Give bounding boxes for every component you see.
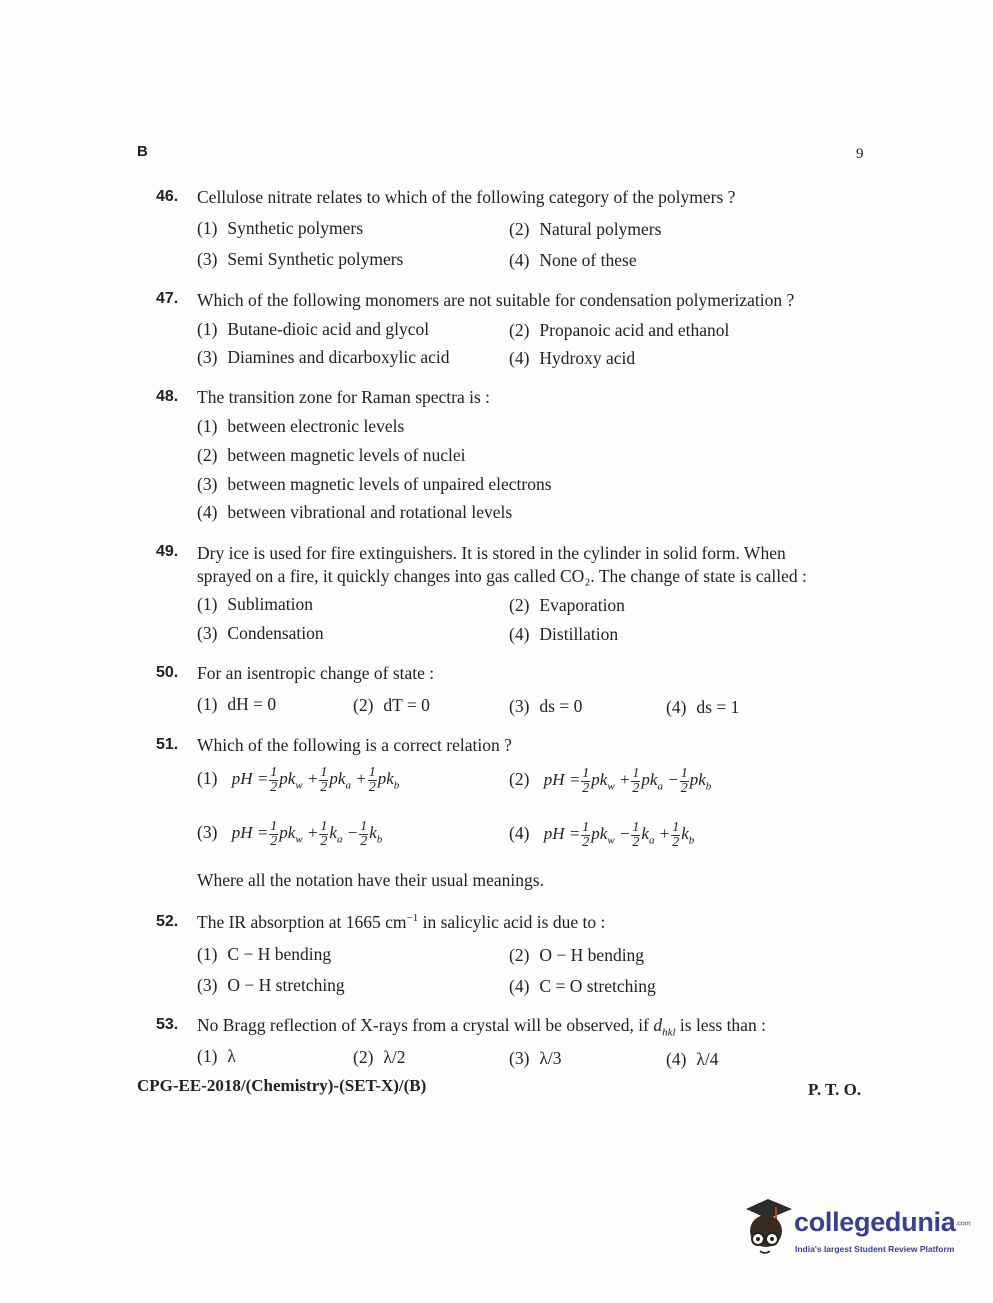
page-number: 9 [856, 146, 864, 162]
question-number: 46. [156, 188, 179, 205]
option-4: (4) pH = $\frac{1}{2}$ $pk_w$ − $\frac{1}{2}$ $k_a$ + $\frac{1}{2}$ $k_b$ [509, 820, 695, 850]
option-3: (3) O − H stretching [197, 975, 345, 995]
option-4: (4) Distillation [509, 624, 619, 644]
option-3: (3) Diamines and dicarboxylic acid [197, 347, 450, 367]
option-4: (4) λ/4 [666, 1049, 719, 1069]
option-3: (3) between magnetic levels of unpaired electrons [197, 474, 552, 494]
option-3: (3) Condensation [197, 623, 324, 643]
question-text: Cellulose nitrate relates to which of the following category of the polymers ? [197, 187, 736, 207]
option-2: (2) Natural polymers [509, 219, 662, 239]
notation-note: Where all the notation have their usual meanings. [197, 870, 544, 890]
question-number: 47. [156, 290, 179, 307]
option-2: (2) pH = $\frac{1}{2}$ $pk_w$ + $\frac{1}{2}$ $pk_a$ − $\frac{1}{2}$ $pk_b$ [509, 766, 712, 796]
option-1: (1) pH = $\frac{1}{2}$ $pk_w$ + $\frac{1}{2}$ $pk_a$ + $\frac{1}{2}$ $pk_b$ [197, 765, 400, 795]
question-number: 51. [156, 736, 179, 753]
question-text: The IR absorption at 1665 $cm^{-1}$ in salicylic acid is due to : [197, 912, 606, 932]
option-1: (1) C − H bending [197, 944, 332, 964]
question-number: 48. [156, 388, 179, 405]
option-3: (3) ds = 0 [509, 696, 583, 716]
option-1: (1) Butane-dioic acid and glycol [197, 319, 430, 339]
question-number: 52. [156, 913, 179, 930]
question-text-line2: sprayed on a fire, it quickly changes into gas called CO₂. The change of state is called : [197, 566, 807, 586]
option-2: (2) dT = 0 [353, 695, 430, 715]
option-2: (2) Evaporation [509, 595, 625, 615]
question-text: No Bragg reflection of X-rays from a crystal will be observed, if $d_{hkl}$ is less than : [197, 1015, 766, 1039]
option-4: (4) C = O stretching [509, 976, 656, 996]
option-1: (1) Synthetic polymers [197, 218, 364, 238]
option-1: (1) dH = 0 [197, 694, 277, 714]
question-text: Which of the following is a correct relation ? [197, 735, 512, 755]
graduate-mascot-icon [738, 1195, 794, 1264]
question-text: For an isentropic change of state : [197, 663, 435, 683]
option-4: (4) Hydroxy acid [509, 348, 636, 368]
option-2: (2) λ/2 [353, 1047, 406, 1067]
option-1: (1) between electronic levels [197, 416, 405, 436]
option-3: (3) pH = $\frac{1}{2}$ $pk_w$ + $\frac{1}{2}$ $k_a$ − $\frac{1}{2}$ $k_b$ [197, 819, 383, 849]
pto-label: P. T. O. [808, 1080, 862, 1099]
option-1: (1) Sublimation [197, 594, 313, 614]
question-number: 49. [156, 543, 179, 560]
collegedunia-logo: collegedunia.com [794, 1207, 971, 1237]
option-3: (3) Semi Synthetic polymers [197, 249, 404, 269]
option-1: (1) λ [197, 1046, 236, 1066]
option-2: (2) O − H bending [509, 945, 645, 965]
option-2: (2) Propanoic acid and ethanol [509, 320, 730, 340]
option-4: (4) ds = 1 [666, 697, 740, 717]
question-number: 50. [156, 664, 179, 681]
paper-code: CPG-EE-2018/(Chemistry)-(SET-X)/(B) [137, 1076, 427, 1095]
set-code: B [137, 143, 148, 160]
question-text: Which of the following monomers are not suitable for condensation polymerization ? [197, 290, 795, 310]
option-4: (4) between vibrational and rotational levels [197, 502, 513, 522]
question-number: 53. [156, 1016, 179, 1033]
question-text-line1: Dry ice is used for fire extinguishers. It is stored in the cylinder in solid form. When [197, 543, 786, 563]
option-3: (3) λ/3 [509, 1048, 562, 1068]
question-text: The transition zone for Raman spectra is : [197, 387, 491, 407]
option-4: (4) None of these [509, 250, 637, 270]
option-2: (2) between magnetic levels of nuclei [197, 445, 466, 465]
logo-tagline: India's largest Student Review Platform [795, 1244, 955, 1254]
